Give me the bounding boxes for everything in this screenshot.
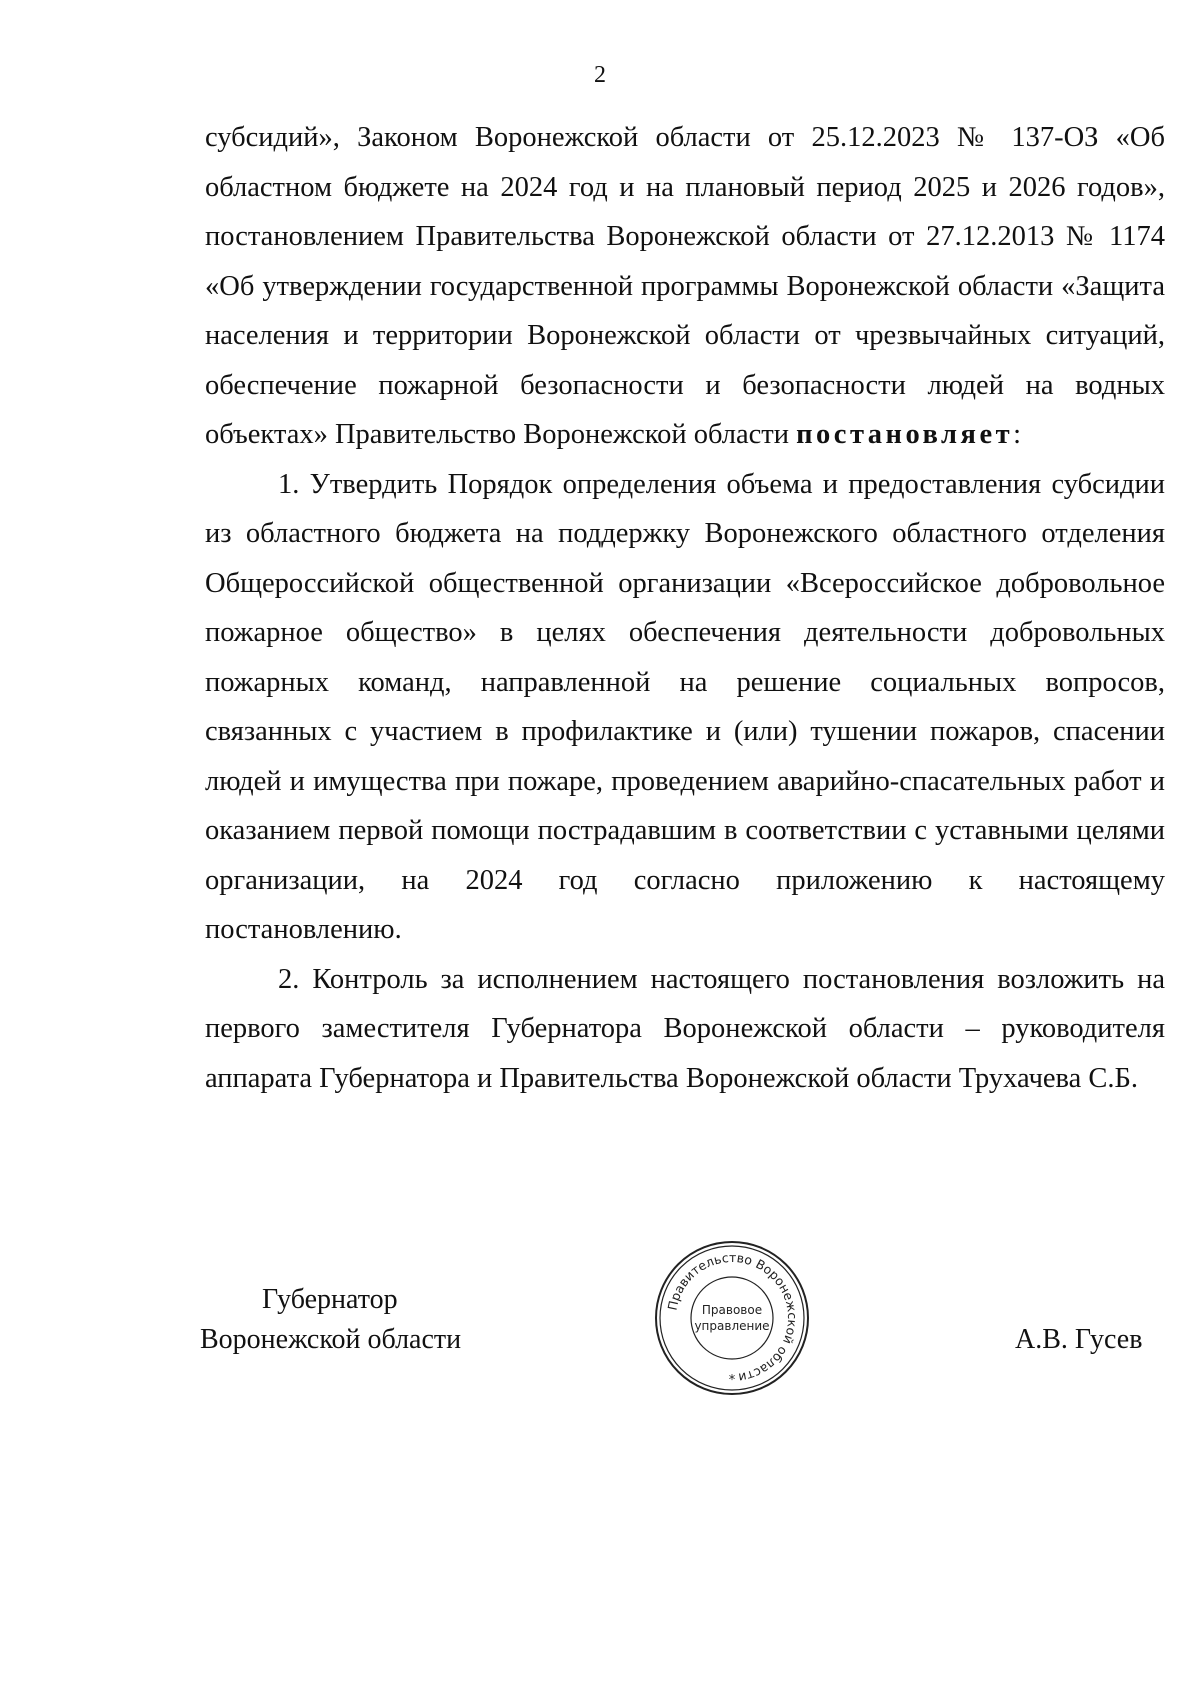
stamp-star: * [728,1373,736,1388]
signature-position [200,1280,461,1360]
stamp-ring-text: Правительство Воронежской области [664,1249,801,1386]
signatory-name: А.В. Гусев [1015,1324,1143,1355]
paragraph-item-1: 1. Утвердить Порядок определения объема и предоставления субсидии из областного бюджета на поддержку Воронежского областного отделения Общероссийской общественной организации «Всероссийское добровольное пожарное общество» в целях обеспечения деятельности добровольных пожарных команд, направленной на решение социальных вопросов, связанных с участием в профилактике и (или) тушении пожаров, спасении людей и имущества при пожаре, проведением аварийно-спасательных работ и оказанием первой помощи пострадавшим в соответствии с уставными целями организации, на 2024 год согласно приложению к настоящему постановлению. [205,468,1165,945]
resolution-keyword: постановляет [796,419,1014,450]
signature-region: Воронежской области [200,1324,462,1355]
paragraph-item-2: 2. Контроль за исполнением настоящего постановления возложить на первого заместителя Губернатора Воронежской области – руководителя аппарата Губернатора и Правительства Воронежской области Трухачева С.Б. [205,963,1165,1094]
stamp-line-1: Правовое [701,1303,763,1317]
paragraph-preamble [205,113,1165,460]
stamp-line-2: управление [694,1319,770,1333]
official-stamp-seal [652,1238,812,1398]
preamble-colon: : [1013,419,1022,450]
signature-title: Губернатор [262,1284,398,1315]
preamble-text: субсидий», Законом Воронежской области от 25.12.2023 № 137-ОЗ «Об областном бюджете на 2024 год и на плановый период 2025 и 2026 годов», постановлением Правительства Воронежской области от 27.12.2013 № 1174 «Об утверждении государственной программы Воронежской области «Защита населения и территории Воронежской области от чрезвычайных ситуаций, обеспечение пожарной безопасности и безопасности людей на водных объектах» Правительство Воронежской области [205,122,1165,450]
page-number: 2 [594,62,606,88]
document-body [205,113,1165,1103]
